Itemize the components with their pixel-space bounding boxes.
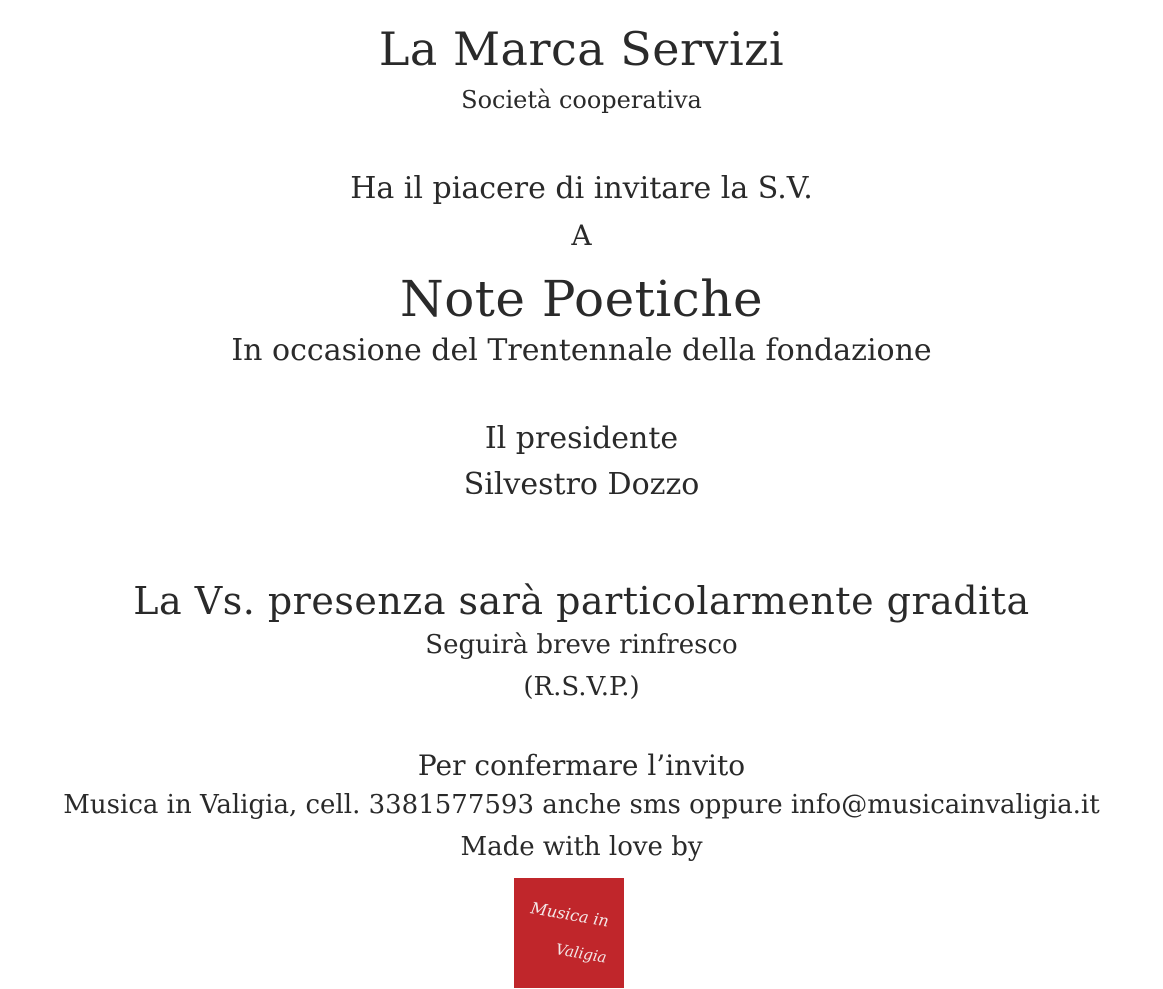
- contact-line: Musica in Valigia, cell. 3381577593 anche sms oppure info@musicainvaligia.it: [63, 790, 1100, 820]
- president-name: Silvestro Dozzo: [463, 467, 700, 502]
- logo-text-line1: Musica in: [529, 898, 611, 931]
- event-title: Note Poetiche: [399, 270, 764, 328]
- musica-in-valigia-logo: [514, 878, 624, 988]
- rsvp-line: (R.S.V.P.): [523, 672, 640, 702]
- made-with-line: Made with love by: [460, 832, 703, 862]
- presence-line: La Vs. presenza sarà particolarmente gradita: [133, 579, 1030, 623]
- confirm-line: Per confermare l’invito: [417, 749, 746, 782]
- logo-graphic: [514, 878, 624, 988]
- occasion-line: In occasione del Trentennale della fondazione: [231, 333, 932, 368]
- company-type: Società cooperativa: [461, 86, 702, 114]
- invite-a: A: [571, 219, 592, 252]
- invite-line: Ha il piacere di invitare la S.V.: [350, 171, 813, 206]
- refreshment-line: Seguirà breve rinfresco: [425, 630, 738, 660]
- company-name: La Marca Servizi: [378, 22, 785, 76]
- logo-text-line2: Valigia: [554, 940, 609, 967]
- president-role: Il presidente: [484, 421, 679, 456]
